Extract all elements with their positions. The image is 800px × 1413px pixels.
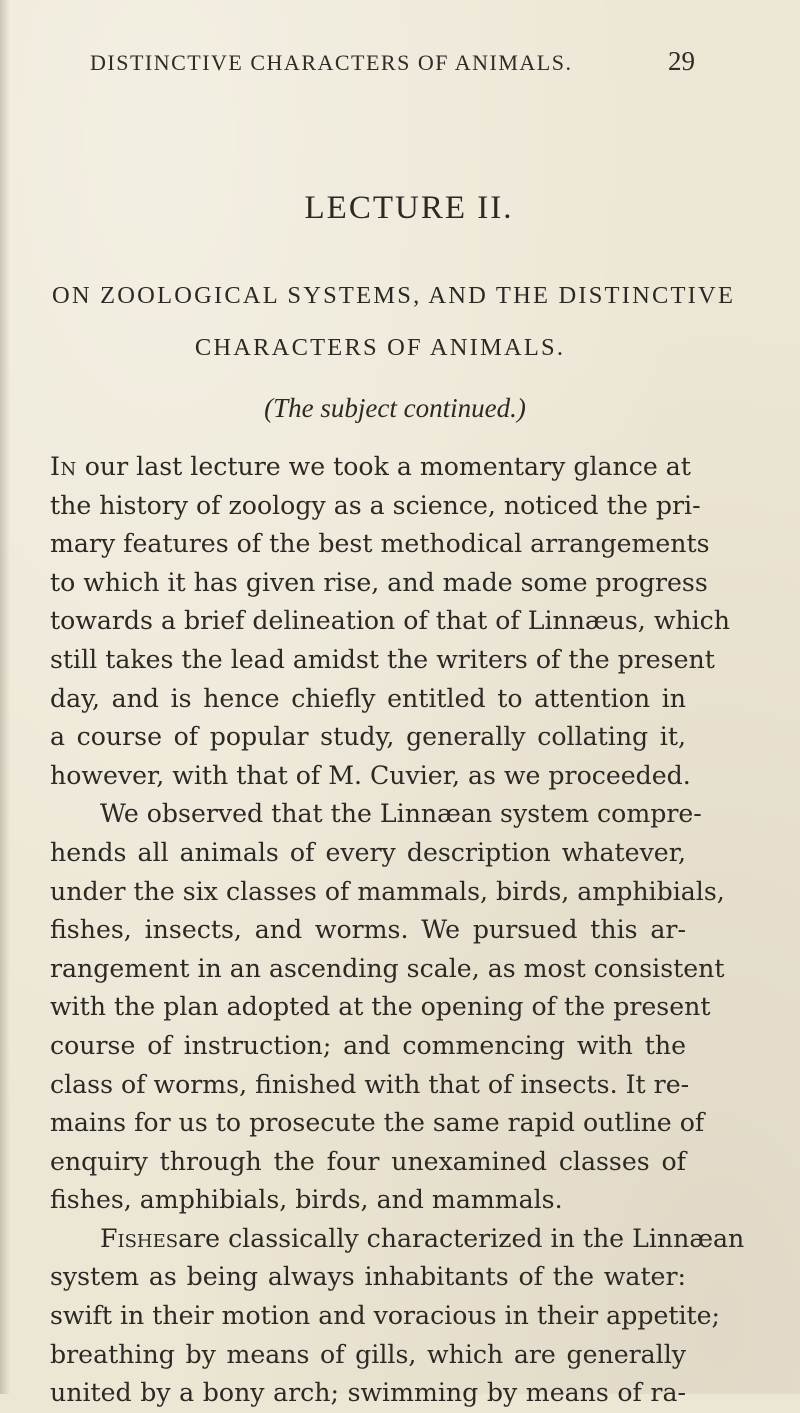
lecture-title: LECTURE II. [304, 190, 514, 226]
text-line: fishes, insects, and worms. We pursued this ar- [50, 915, 686, 945]
lecture-subtitle-line-1: ON ZOOLOGICAL SYSTEMS, AND THE DISTINCTIVE [52, 282, 736, 309]
page-number: 29 [668, 46, 695, 76]
line-text: our last lecture we took a momentary glance at [84, 452, 691, 481]
text-line: course of instruction; and commencing with the [50, 1030, 686, 1060]
text-line: a course of popular study, generally collating it, [50, 722, 686, 752]
text-line: swift in their motion and voracious in their appetite; [50, 1301, 721, 1331]
text-line: under the six classes of mammals, birds, amphibials, [50, 876, 725, 906]
text-line: towards a brief delineation of that of Linnæus, which [50, 606, 730, 636]
text-line: the history of zoology as a science, noticed the pri- [50, 490, 701, 520]
text-line: mary features of the best methodical arrangements [50, 529, 710, 559]
text-line: We observed that the Linnæan system compre- [100, 799, 702, 829]
running-head: DISTINCTIVE CHARACTERS OF ANIMALS. [90, 50, 573, 75]
text-line: mains for us to prosecute the same rapid outline of [50, 1108, 705, 1138]
text-line: class of worms, finished with that of insects. It re- [50, 1069, 690, 1099]
text-line [50, 448, 691, 487]
text-line: still takes the lead amidst the writers of the present [50, 644, 715, 674]
text-line: however, with that of M. Cuvier, as we proceeded. [50, 760, 691, 790]
continued-note-text: (The subject continued.) [264, 393, 526, 423]
continued-note [0, 393, 800, 424]
text-line: fishes, amphibials, birds, and mammals. [50, 1185, 563, 1215]
text-line: rangement in an ascending scale, as most consistent [50, 953, 725, 983]
text-line: united by a bony arch; swimming by means of ra- [50, 1378, 686, 1408]
text-line: hends all animals of every description whatever, [50, 837, 686, 867]
paragraph-lead-word: Fishes [100, 1223, 179, 1253]
paragraph-lead-word: In [50, 452, 77, 481]
text-line: to which it has given rise, and made some progress [50, 567, 708, 597]
text-line: day, and is hence chiefly entitled to attention in [50, 683, 686, 713]
line-text: are classically characterized in the Linnæan [178, 1223, 745, 1253]
text-line: with the plan adopted at the opening of the present [50, 992, 711, 1022]
text-line: system as being always inhabitants of the water: [50, 1262, 686, 1292]
text-line: enquiry through the four unexamined classes of [50, 1146, 686, 1176]
lecture-subtitle-line-2: CHARACTERS OF ANIMALS. [194, 334, 566, 361]
text-line [50, 1220, 745, 1259]
text-line: breathing by means of gills, which are generally [50, 1339, 686, 1369]
body-text [50, 448, 745, 1413]
